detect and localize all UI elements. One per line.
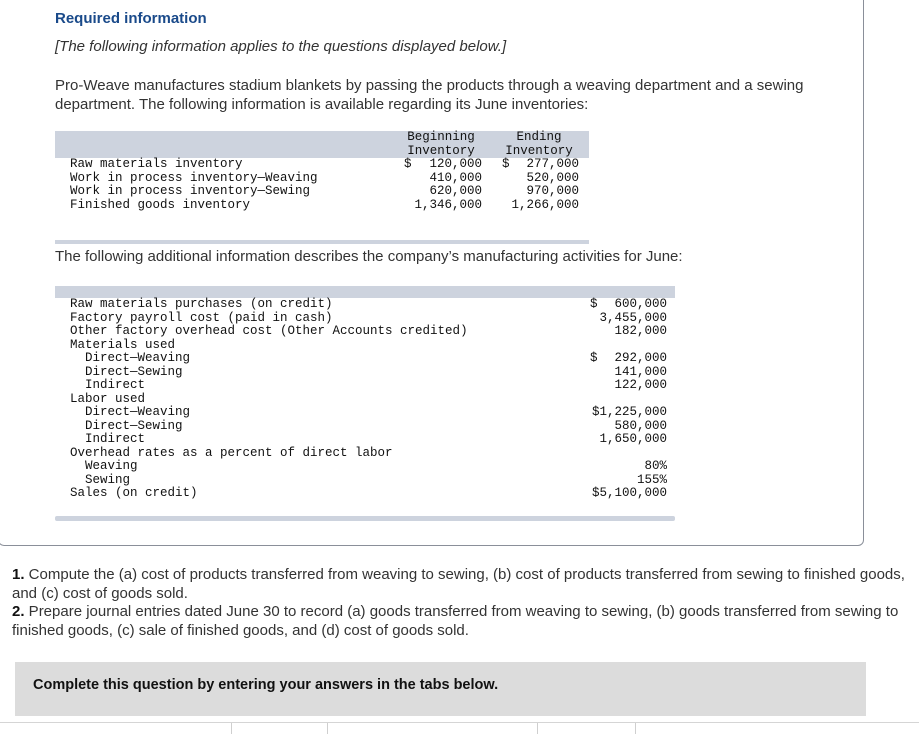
header-beginning: Beginning [407,130,475,144]
questions-block [12,566,907,640]
manufacturing-row [55,406,675,420]
tab-separator [635,723,636,734]
manufacturing-table-body [55,298,675,516]
tabs-divider [0,722,919,723]
manufacturing-row-label: Indirect [85,378,146,392]
ending-inventory-header [495,131,583,158]
additional-info-text: The following additional information describes the company’s manufacturing activities for June: [55,248,683,265]
tab-separator [327,723,328,734]
manufacturing-row-label: Direct—Weaving [85,351,191,365]
manufacturing-row [55,460,675,474]
manufacturing-row [55,352,675,366]
question-1-number: 1. [12,566,25,583]
manufacturing-row-value: 141,000 [614,364,667,379]
manufacturing-row-label: Sales (on credit) [70,486,198,500]
manufacturing-row [55,393,675,407]
manufacturing-row-label: Other factory overhead cost (Other Accounts credited) [70,324,468,338]
manufacturing-row-label: Factory payroll cost (paid in cash) [70,310,333,325]
manufacturing-row-label: Direct—Sewing [85,364,183,379]
manufacturing-row [55,433,675,447]
ending-inventory-value: 1,266,000 [511,197,579,212]
question-2 [12,603,907,640]
question-1-text: Compute the (a) cost of products transferred from weaving to sewing, (b) cost of products transferred from sewing to finished goods, and (c) cost of goods sold. [12,566,905,602]
manufacturing-row-label: Materials used [70,337,176,352]
manufacturing-row [55,379,675,393]
inventory-table-rule [55,240,589,244]
header-inventory-2: Inventory [505,143,573,158]
tab-separator [537,723,538,734]
inventory-table [55,131,589,244]
manufacturing-row [55,474,675,488]
beginning-inventory-value: 120,000 [429,157,482,171]
inventory-row-label: Work in process inventory—Sewing [70,184,311,198]
manufacturing-row-label: Weaving [85,459,138,473]
question-2-number: 2. [12,603,25,620]
inventory-row-label: Finished goods inventory [70,197,251,212]
inventory-row-label: Raw materials inventory [70,157,243,171]
manufacturing-row [55,325,675,339]
manufacturing-row-label: Raw materials purchases (on credit) [70,297,333,311]
manufacturing-row-value: $5,100,000 [591,486,667,500]
inventory-row-label: Work in process inventory—Weaving [70,170,318,185]
question-2-text: Prepare journal entries dated June 30 to record (a) goods transferred from weaving to sewing, (b) goods transferred from sewing to finished goods, (c) sale of finished goods, and (d) cost of goods sold. [12,603,899,639]
beginning-dollar-sign: $ [404,157,412,171]
beginning-inventory-value: 1,346,000 [414,197,482,212]
manufacturing-row [55,312,675,326]
manufacturing-row-label: Direct—Weaving [85,405,191,419]
inventory-table-header [55,131,589,158]
question-1 [12,566,907,603]
manufacturing-row-label: Overhead rates as a percent of direct labor [70,445,393,460]
manufacturing-row [55,339,675,353]
tab-separator [231,723,232,734]
beginning-inventory-value: 410,000 [429,170,482,185]
manufacturing-row-value: 3,455,000 [599,310,667,325]
manufacturing-row-value: 292,000 [614,351,667,365]
manufacturing-row-label: Sewing [85,472,131,487]
manufacturing-row-value: 80% [644,459,667,473]
manufacturing-row-value: 182,000 [614,324,667,338]
intro-paragraph: Pro-Weave manufactures stadium blankets by passing the products through a weaving department and a sewing department. The following information is available regarding its June inventories: [55,77,804,113]
ending-inventory-value: 520,000 [526,170,579,185]
header-inventory-1: Inventory [407,143,475,158]
beginning-inventory-header [397,131,485,158]
inventory-row [55,185,589,199]
manufacturing-row-label: Indirect [85,432,146,446]
complete-question-banner [15,662,866,716]
manufacturing-row-value: 1,650,000 [599,432,667,446]
beginning-inventory-value: 620,000 [429,184,482,198]
complete-question-text: Complete this question by entering your answers in the tabs below. [33,677,499,693]
manufacturing-dollar-sign: $ [590,297,598,311]
inventory-row [55,199,589,213]
required-information-title: Required information [55,10,207,27]
manufacturing-row [55,420,675,434]
manufacturing-row-value: 155% [636,472,667,487]
manufacturing-row-value: 600,000 [614,297,667,311]
manufacturing-table [55,286,675,521]
ending-dollar-sign: $ [502,157,510,171]
inventory-table-body [55,158,589,240]
ending-inventory-value: 970,000 [526,184,579,198]
ending-inventory-value: 277,000 [526,157,579,171]
manufacturing-row-label: Direct—Sewing [85,418,183,433]
manufacturing-table-rule [55,516,675,521]
manufacturing-row [55,366,675,380]
manufacturing-row-label: Labor used [70,391,146,406]
manufacturing-dollar-sign: $ [590,351,598,365]
manufacturing-row-value: 122,000 [614,378,667,392]
manufacturing-row [55,487,675,501]
manufacturing-row [55,298,675,312]
manufacturing-row-value: 580,000 [614,418,667,433]
inventory-row [55,172,589,186]
manufacturing-row [55,447,675,461]
header-ending: Ending [516,130,562,144]
manufacturing-row-value: $1,225,000 [591,405,667,419]
applies-note: [The following information applies to the questions displayed below.] [55,38,507,55]
inventory-row [55,158,589,172]
